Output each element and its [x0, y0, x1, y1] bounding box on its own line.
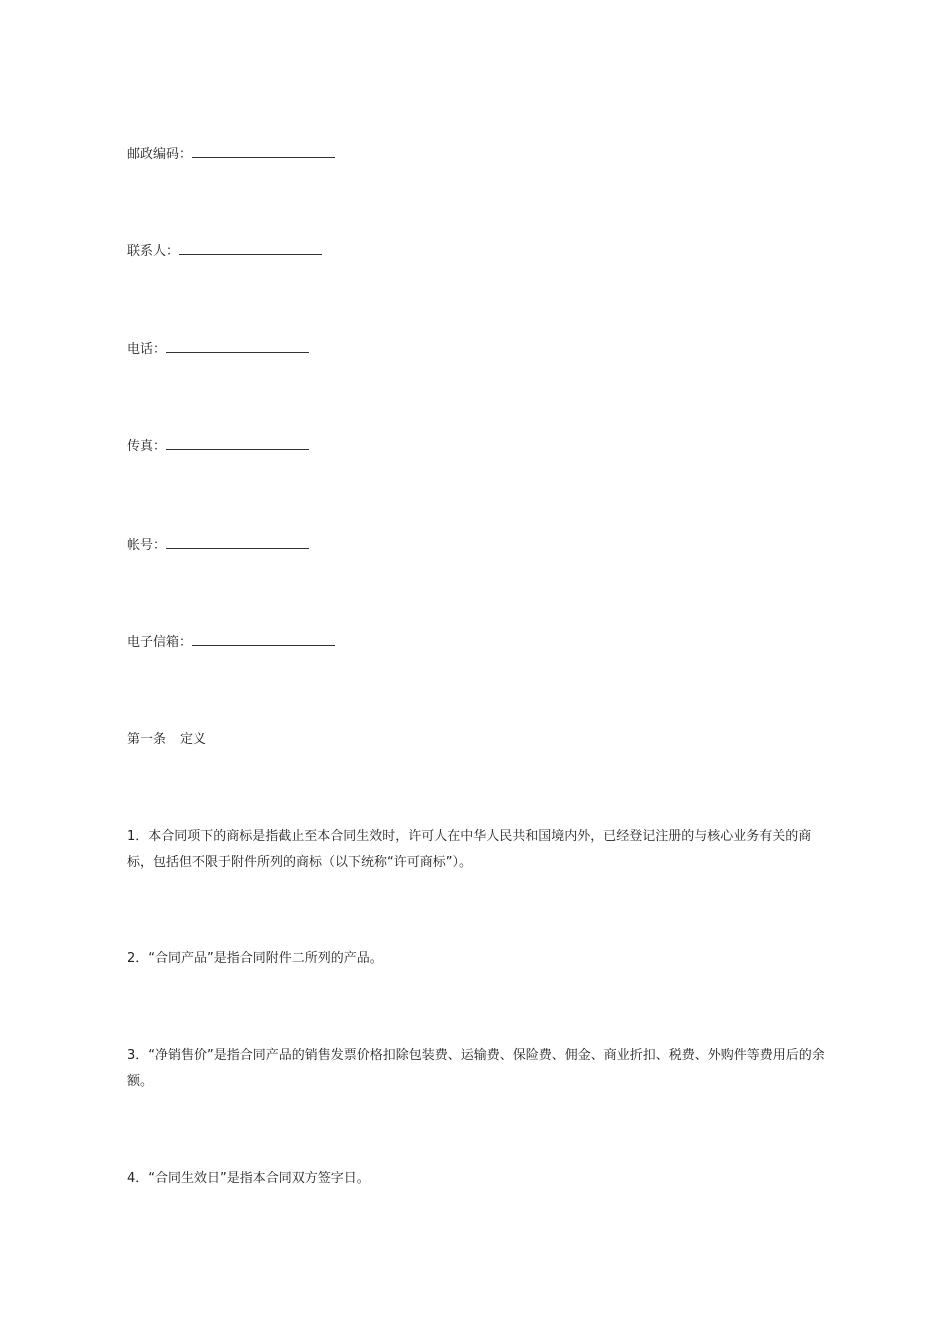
clause-4: 4．“合同生效日”是指本合同双方签字日。	[127, 1171, 370, 1186]
clause-1: 1．本合同项下的商标是指截止至本合同生效时，许可人在中华人民共和国境内外，已经登记注册的与核心业务有关的商标，包括但不限于附件所列的商标（以下统称“许可商标”）。	[127, 829, 812, 870]
contact-blank[interactable]	[179, 241, 322, 255]
account-blank[interactable]	[166, 535, 309, 549]
email-blank[interactable]	[192, 632, 335, 646]
phone-blank[interactable]	[166, 339, 309, 353]
postal-code-blank[interactable]	[192, 144, 335, 158]
phone-label: 电话：	[127, 342, 167, 357]
account-line	[127, 535, 309, 556]
article-number: 第一条	[127, 732, 167, 747]
fax-blank[interactable]	[166, 436, 309, 450]
email-label: 电子信箱：	[127, 635, 193, 650]
fax-line	[127, 436, 309, 457]
contact-line	[127, 241, 322, 262]
article-heading	[127, 730, 206, 750]
contact-label: 联系人：	[127, 244, 180, 259]
postal-code-label: 邮政编码：	[127, 147, 193, 162]
clause-2: 2．“合同产品”是指合同附件二所列的产品。	[127, 951, 383, 966]
phone-line	[127, 339, 309, 360]
article-title: 定义	[180, 732, 207, 747]
email-line	[127, 632, 335, 653]
postal-code-line	[127, 144, 335, 165]
clause-3: 3．“净销售价”是指合同产品的销售发票价格扣除包装费、运输费、保险费、佣金、商业折扣、税费、外购件等费用后的余额。	[127, 1048, 825, 1089]
fax-label: 传真：	[127, 439, 167, 454]
account-label: 帐号：	[127, 538, 167, 553]
